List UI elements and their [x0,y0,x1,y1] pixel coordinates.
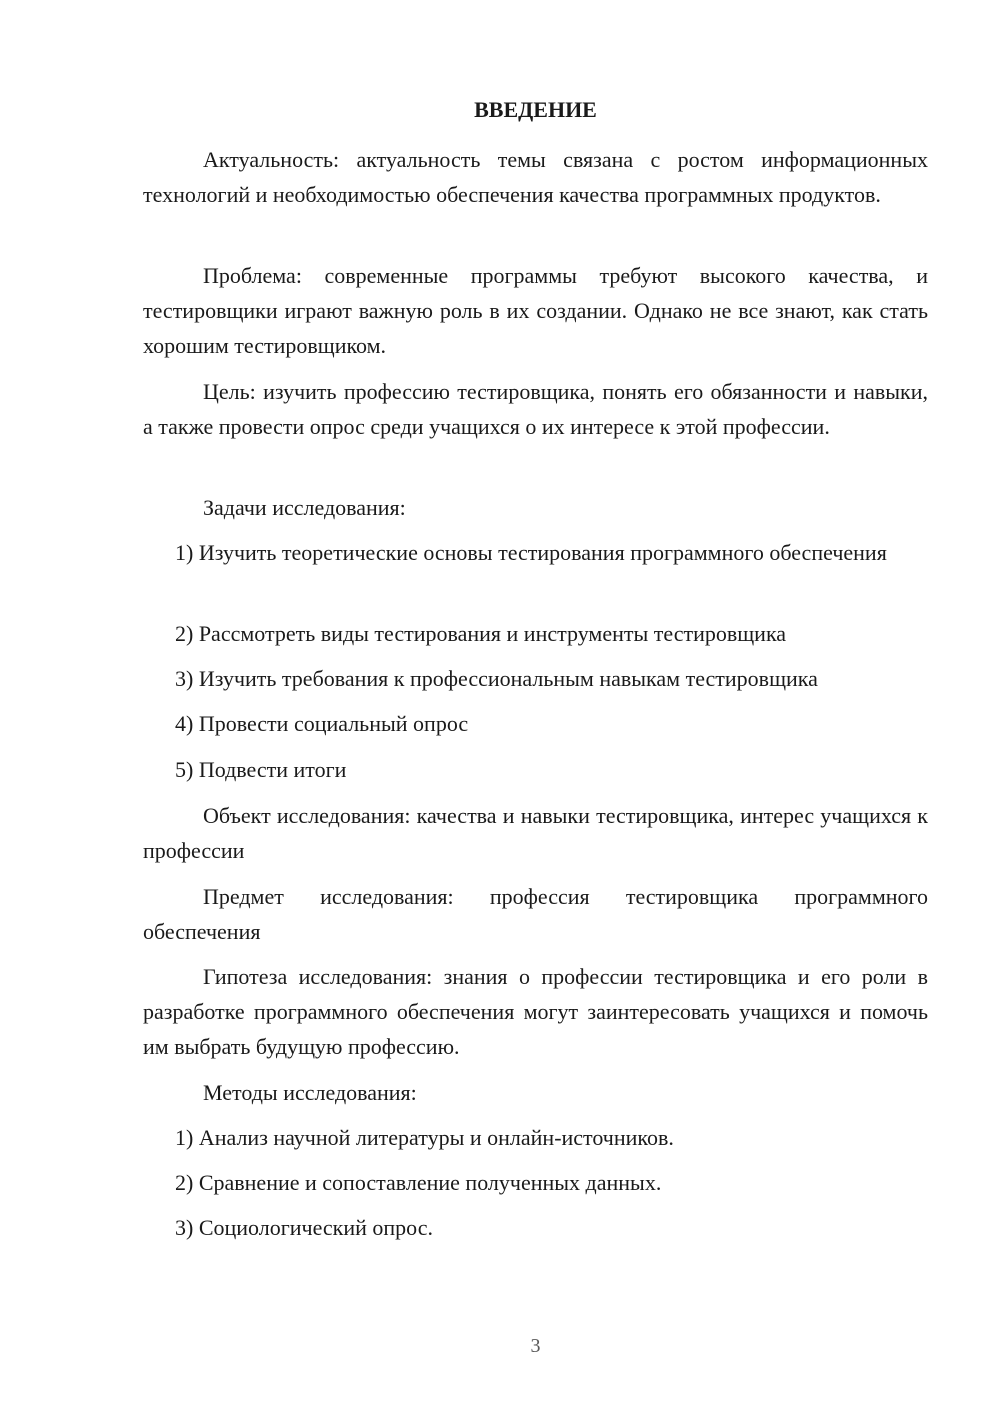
relevance-paragraph: Актуальность: актуальность темы связана с ростом информационных технологий и необходимостью обеспечения качества программных продуктов. [143,147,928,207]
task-item-1: 1) Изучить теоретические основы тестирования программного обеспечения [175,540,887,565]
goal-paragraph: Цель: изучить профессию тестировщика, понять его обязанности и навыки, а также провести опрос среди учащихся о их интересе к этой профессии. [143,379,928,439]
method-item-2: 2) Сравнение и сопоставление полученных данных. [175,1170,662,1195]
task-item-4: 4) Провести социальный опрос [175,711,469,736]
object-paragraph: Объект исследования: качества и навыки тестировщика, интерес учащихся к профессии [143,803,928,863]
method-item-1: 1) Анализ научной литературы и онлайн-источников. [175,1125,674,1150]
problem-paragraph: Проблема: современные программы требуют высокого качества, и тестировщики играют важную роль в их создании. Однако не все знают, как стать хорошим тестировщиком. [143,263,928,358]
methods-heading: Методы исследования: [203,1080,417,1105]
hypothesis-paragraph: Гипотеза исследования: знания о профессии тестировщика и его роли в разработке программного обеспечения могут заинтересовать учащихся и помочь им выбрать будущую профессию. [143,964,928,1059]
page-number: 3 [530,1335,541,1357]
task-item-2: 2) Рассмотреть виды тестирования и инструменты тестировщика [175,621,787,646]
method-item-3: 3) Социологический опрос. [175,1215,433,1240]
subject-paragraph: Предмет исследования: профессия тестировщика программного обеспечения [143,884,928,944]
task-item-5: 5) Подвести итоги [175,757,347,782]
tasks-heading: Задачи исследования: [203,495,406,520]
task-item-3: 3) Изучить требования к профессиональным навыкам тестировщика [175,666,818,691]
page-title: ВВЕДЕНИЕ [474,97,597,122]
document-page [143,0,928,1414]
